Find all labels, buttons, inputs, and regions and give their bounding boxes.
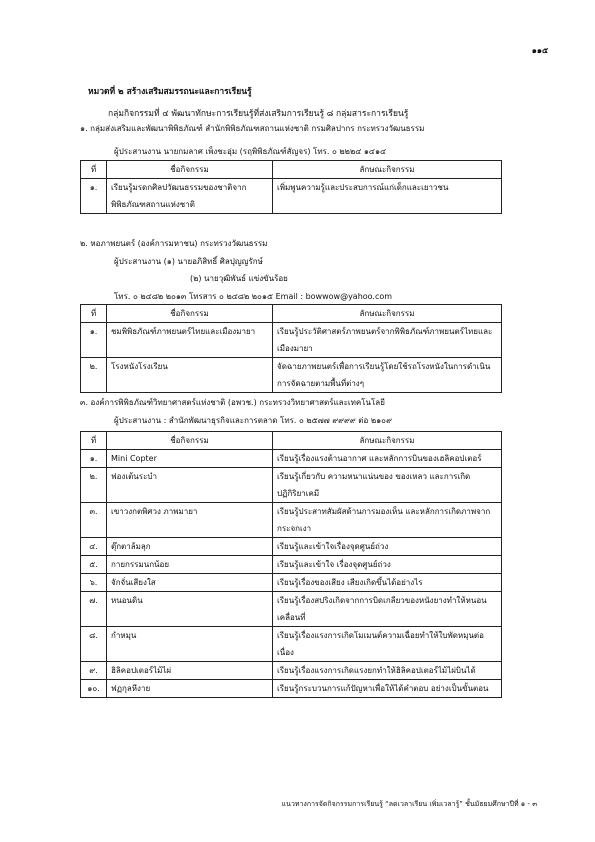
- activity-name: ฟองเต้นระบำ: [107, 468, 273, 503]
- column-header-no: ที่: [81, 161, 107, 179]
- row-number: ๙.: [81, 662, 107, 680]
- activity-name: ชมพิพิธภัณฑ์ภาพยนตร์ไทยและเมืองมายา: [107, 323, 273, 358]
- activity-description: เรียนรู้และเข้าใจเรื่องจุดศูนย์ถ่วง: [273, 538, 502, 556]
- table-row: [81, 179, 502, 214]
- row-number: ๕.: [81, 556, 107, 574]
- activity-name: ฮิลิคอปเตอร์ไม้ไผ่: [107, 662, 273, 680]
- activity-name: กายกรรมนกน้อย: [107, 556, 273, 574]
- row-number: ๘.: [81, 627, 107, 662]
- activity-description: เรียนรู้ประวัติศาสตร์ภาพยนตร์จากพิพิธภัณฑ์ภาพยนตร์ไทยและเมืองมายา: [273, 323, 502, 358]
- activity-description: เรียนรู้เรื่องแรงการเกิดโมเมนต์ความเฉื่อยทำให้ใบพัดหมุนต่อเนื่อง: [273, 627, 502, 662]
- section-3-contact: ผู้ประสานงาน : สำนักพัฒนาธุรกิจและการตลาด โทร. ๐ ๒๕๗๗ ๙๙๙๙ ต่อ ๒๑๐๙: [114, 416, 392, 425]
- column-header-desc: ลักษณะกิจกรรม: [273, 432, 502, 450]
- section-1-title: ๑. กลุ่มส่งเสริมและพัฒนาพิพิธภัณฑ์ สำนักพิพิธภัณฑสถานแห่งชาติ กรมศิลปากร กระทรวงวัฒนธรรม: [80, 124, 425, 133]
- table-row: [81, 680, 502, 698]
- page-number: ๑๑๕: [531, 46, 548, 55]
- activity-name: กำหมุน: [107, 627, 273, 662]
- activity-name: เขาวงกตพิศวง ภาพมายา: [107, 503, 273, 538]
- activity-description: เรียนรู้เรื่องแรงต้านอากาศ และหลักการบินของเฮลิคอปเตอร์: [273, 450, 502, 468]
- table-row: [81, 538, 502, 556]
- section-2-contact-2: (๒) นายวุฒิพันธ์ แข่งขันร้อย: [190, 274, 288, 283]
- row-number: ๑.: [81, 450, 107, 468]
- table-row: [81, 556, 502, 574]
- column-header-desc: ลักษณะกิจกรรม: [273, 305, 502, 323]
- row-number: ๒.: [81, 468, 107, 503]
- activity-name: โรงหนังโรงเรียน: [107, 358, 273, 393]
- chapter-heading: หมวดที่ ๒ สร้างเสริมสมรรถนะและการเรียนรู้: [88, 87, 252, 97]
- activity-description: เพิ่มพูนความรู้และประสบการณ์แก่เด็กและเยาวชน: [273, 179, 502, 214]
- table-row: [81, 358, 502, 393]
- table-row: [81, 450, 502, 468]
- row-number: ๓.: [81, 503, 107, 538]
- table-header-row: [81, 432, 502, 450]
- activity-name: หนอนดิน: [107, 592, 273, 627]
- activity-name: จักจั่นเสียงใส: [107, 574, 273, 592]
- table-header-row: [81, 161, 502, 179]
- row-number: ๒.: [81, 358, 107, 393]
- row-number: ๑.: [81, 179, 107, 214]
- section-2-contact-3: โทร. ๐ ๒๔๘๒ ๒๐๑๓ โทรสาร ๐ ๒๔๘๒ ๒๐๑๕ Email : bowwow@yahoo.com: [114, 292, 393, 301]
- column-header-no: ที่: [81, 305, 107, 323]
- section-2-table: [80, 304, 502, 393]
- table-header-row: [81, 305, 502, 323]
- column-header-desc: ลักษณะกิจกรรม: [273, 161, 502, 179]
- section-3-title: ๓. องค์การพิพิธภัณฑ์วิทยาศาสตร์แห่งชาติ (อพวช.) กระทรวงวิทยาศาสตร์และเทคโนโลยี: [80, 398, 385, 407]
- table-row: [81, 503, 502, 538]
- activity-description: เรียนรู้เรื่องของเสียง เสียงเกิดขึ้นได้อย่างไร: [273, 574, 502, 592]
- section-1-contact: ผู้ประสานงาน นายกมลาศ เพ็งชะอุ่ม (รฤพิพิธภัณฑ์สัญจร) โทร. ๐ ๒๒๒๔ ๑๔๑๔: [114, 147, 387, 156]
- activity-description: จัดฉายภาพยนตร์เพื่อการเรียนรู้โดยใช้รถโรงหนังในการดำเนินการจัดฉายตามพื้นที่ต่างๆ: [273, 358, 502, 393]
- table-row: [81, 323, 502, 358]
- row-number: ๑๐.: [81, 680, 107, 698]
- section-1-table: [80, 160, 502, 214]
- row-number: ๑.: [81, 323, 107, 358]
- column-header-no: ที่: [81, 432, 107, 450]
- section-3-table: [80, 431, 502, 698]
- activity-group-title: กลุ่มกิจกรรมที่ ๔ พัฒนาทักษะการเรียนรู้ที่ส่งเสริมการเรียนรู้ ๘ กลุ่มสาระการเรียนรู้: [108, 109, 409, 119]
- table-row: [81, 468, 502, 503]
- activity-description: เรียนรู้และเข้าใจ เรื่องจุดศูนย์ถ่วง: [273, 556, 502, 574]
- row-number: ๔.: [81, 538, 107, 556]
- table-row: [81, 574, 502, 592]
- table-row: [81, 592, 502, 627]
- page-footer: แนวทางการจัดกิจกรรมการเรียนรู้ “ลดเวลาเรียน เพิ่มเวลารู้” ชั้นมัธยมศึกษาปีที่ ๑ - ๓: [281, 800, 537, 808]
- row-number: ๖.: [81, 574, 107, 592]
- activity-description: เรียนรู้เรื่องแรงการเกิดแรงยกทำให้ฮิลิคอปเตอร์ไม้ไผ่บินได้: [273, 662, 502, 680]
- column-header-name: ชื่อกิจกรรม: [107, 432, 273, 450]
- activity-description: เรียนรู้เรื่องสปริงเกิดจากการบิดเกลียวของหนังยางทำให้หนอนเคลื่อนที่: [273, 592, 502, 627]
- column-header-name: ชื่อกิจกรรม: [107, 305, 273, 323]
- activity-description: เรียนรู้ประสาทสัมผัสด้านการมองเห็น และหลักการเกิดภาพจากกระจกเงา: [273, 503, 502, 538]
- activity-name: Mini Copter: [107, 450, 273, 468]
- activity-name: เรียนรู้มรดกศิลปวัฒนธรรมของชาติจากพิพิธภัณฑสถานแห่งชาติ: [107, 179, 273, 214]
- column-header-name: ชื่อกิจกรรม: [107, 161, 273, 179]
- row-number: ๗.: [81, 592, 107, 627]
- activity-description: เรียนรู้กระบวนการแก้ปัญหาเพื่อให้ได้คำตอบ อย่างเป็นขั้นตอน: [273, 680, 502, 698]
- section-2-contact-1: ผู้ประสานงาน (๑) นายอภิสิทธิ์ ศิลปุญญรักษ์: [114, 257, 263, 266]
- activity-name: ฟฏกุลหีงาย: [107, 680, 273, 698]
- table-row: [81, 627, 502, 662]
- section-2-title: ๒. หอภาพยนตร์ (องค์การมหาชน) กระทรวงวัฒนธรรม: [80, 239, 268, 248]
- activity-name: ตุ๊กตาล้มลุก: [107, 538, 273, 556]
- table-row: [81, 662, 502, 680]
- activity-description: เรียนรู้เกี่ยวกับ ความหนาแน่นของ ของเหลว และการเกิดปฏิกิริยาเคมี: [273, 468, 502, 503]
